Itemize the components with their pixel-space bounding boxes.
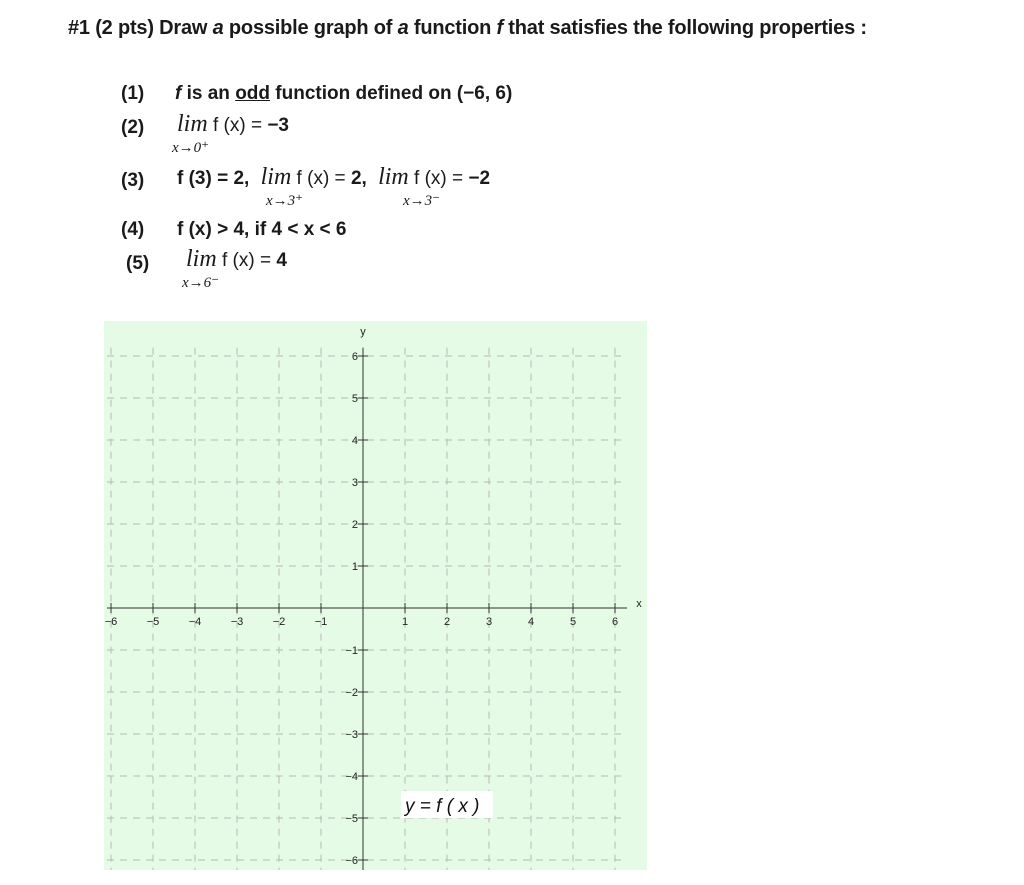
x-tick-label: −4 [188,616,202,628]
y-tick-label: −4 [345,771,358,783]
function-label: y = f ( x ) [405,796,480,817]
y-tick-label: 6 [351,351,358,363]
coordinate-grid[interactable] [104,321,647,870]
y-tick-label: −6 [345,855,358,867]
property-5-limit-subscript: x→6⁻ [182,275,220,291]
property-4: f (x) > 4, if 4 < x < 6 [177,219,347,240]
x-tick-label: −5 [146,616,160,628]
property-2-limit-subscript: x→0⁺ [172,140,210,156]
property-3: f (3) = 2, lim f (x) = 2, lim f (x) = −2 [177,164,491,190]
x-tick-label: 1 [401,616,409,628]
x-tick-label: 5 [569,616,577,628]
x-axis-label: x [636,598,642,610]
y-tick-label: 1 [351,561,358,573]
x-tick-label: −3 [230,616,244,628]
x-tick-label: 6 [611,616,619,628]
x-tick-label: −2 [272,616,286,628]
x-tick-label: 3 [485,616,493,628]
y-tick-label: −3 [345,729,358,741]
property-3-limit-subscript-left: x→3⁻ [403,193,441,209]
y-tick-label: −2 [345,687,358,699]
property-3-limit-subscript-right: x→3⁺ [266,193,304,209]
y-tick-label: −1 [345,645,358,657]
y-tick-label: 4 [351,435,358,447]
property-1-number: (1) [121,83,145,104]
graph-background [104,321,647,870]
property-3-number: (3) [121,170,145,191]
x-tick-label: −6 [104,616,118,628]
property-4-number: (4) [121,219,145,240]
x-tick-label: 2 [443,616,451,628]
y-tick-label: 2 [351,519,358,531]
x-tick-label: −1 [314,616,328,628]
y-axis-label: y [360,326,366,338]
property-5-number: (5) [126,253,150,274]
problem-title: #1 (2 pts) Draw a possible graph of a function f that satisfies the following properties : [68,17,867,39]
property-2-number: (2) [121,117,145,138]
property-5: lim f (x) = 4 [186,246,287,272]
y-tick-label: 5 [351,393,358,405]
y-tick-label: −5 [345,813,358,825]
property-2: lim f (x) = −3 [177,111,289,137]
y-tick-label: 3 [351,477,358,489]
property-1: f is an odd function defined on (−6, 6) [175,83,513,104]
x-tick-label: 4 [527,616,535,628]
